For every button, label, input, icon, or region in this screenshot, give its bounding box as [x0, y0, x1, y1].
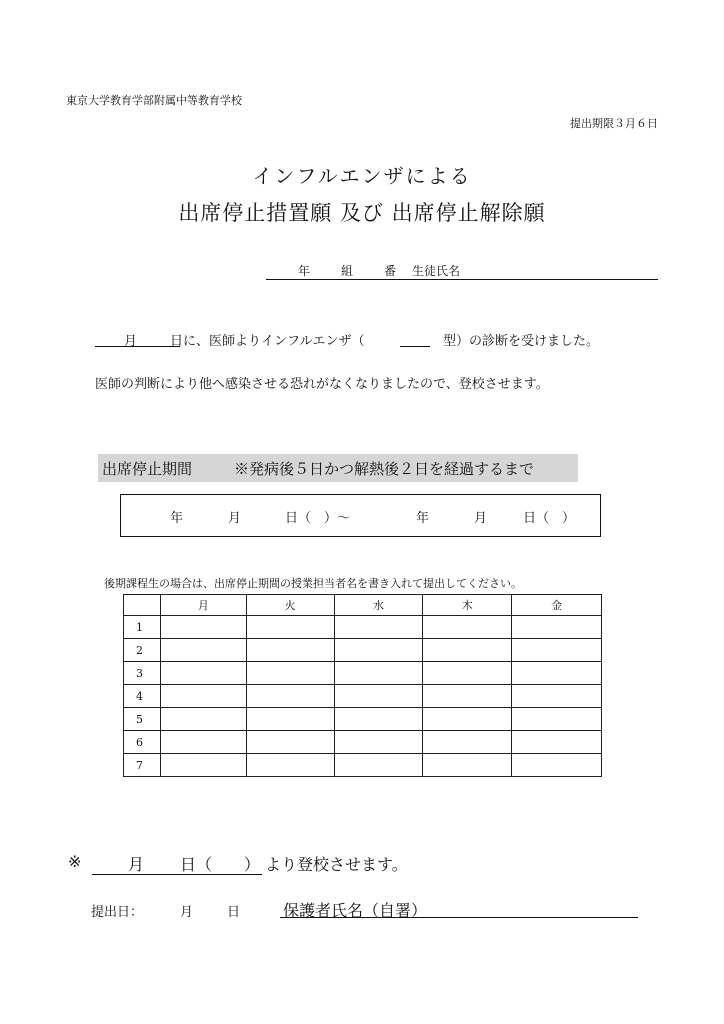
table-row: [124, 685, 602, 708]
teacher-cell[interactable]: [423, 639, 512, 662]
teacher-cell[interactable]: [512, 662, 602, 685]
teacher-cell[interactable]: [334, 708, 423, 731]
teacher-cell[interactable]: [423, 754, 512, 777]
teacher-cell[interactable]: [512, 639, 602, 662]
teacher-cell[interactable]: [246, 616, 334, 639]
schedule-table: [123, 594, 602, 777]
submission-date-label: 提出日：: [91, 905, 144, 920]
teacher-cell[interactable]: [334, 754, 423, 777]
day-header: 火: [246, 595, 334, 616]
teacher-cell[interactable]: [334, 662, 423, 685]
student-info-field[interactable]: [266, 279, 658, 280]
submission-deadline: 提出期限３月６日: [570, 117, 658, 130]
day-header: 木: [423, 595, 512, 616]
teacher-cell[interactable]: [512, 754, 602, 777]
guardian-signature-field[interactable]: [280, 917, 638, 918]
teacher-cell[interactable]: [334, 616, 423, 639]
teacher-cell[interactable]: [512, 731, 602, 754]
teacher-cell[interactable]: [160, 754, 246, 777]
teacher-cell[interactable]: [246, 754, 334, 777]
teacher-cell[interactable]: [160, 662, 246, 685]
period-end-year: 年: [416, 511, 430, 526]
student-name-label: 生徒氏名: [412, 264, 461, 278]
schedule-header-row: [124, 595, 602, 616]
table-row: [124, 708, 602, 731]
teacher-cell[interactable]: [512, 685, 602, 708]
teacher-cell[interactable]: [246, 639, 334, 662]
teacher-cell[interactable]: [246, 708, 334, 731]
teacher-cell[interactable]: [160, 731, 246, 754]
day-header: 月: [160, 595, 246, 616]
diagnosis-type-text: 型）の診断を受けました。: [443, 334, 600, 349]
period-end-month: 月: [474, 511, 488, 526]
period-number: 3: [124, 662, 161, 685]
teacher-cell[interactable]: [423, 708, 512, 731]
diagnosis-date-field[interactable]: [95, 346, 180, 347]
teacher-cell[interactable]: [246, 685, 334, 708]
teacher-cell[interactable]: [334, 685, 423, 708]
table-row: [124, 662, 602, 685]
school-name: 東京大学教育学部附属中等教育学校: [66, 94, 242, 107]
teacher-cell[interactable]: [423, 685, 512, 708]
teacher-cell[interactable]: [423, 662, 512, 685]
period-number: 1: [124, 616, 161, 639]
title-line-2: 出席停止措置願 及び 出席停止解除願: [178, 201, 546, 225]
teacher-cell[interactable]: [246, 731, 334, 754]
table-row: [124, 639, 602, 662]
title-line-1: インフルエンザによる: [252, 164, 472, 188]
return-day: 日（ ）: [180, 855, 261, 874]
teacher-cell[interactable]: [512, 616, 602, 639]
submission-day: 日: [227, 905, 241, 920]
teacher-cell[interactable]: [160, 685, 246, 708]
return-text: より登校させます。: [265, 855, 408, 874]
period-end-day: 日（ ）: [523, 511, 576, 526]
diagnosis-day-text: 日に、医師よりインフルエンザ（: [170, 334, 365, 349]
period-number: 7: [124, 754, 161, 777]
table-row: [124, 731, 602, 754]
teacher-cell[interactable]: [334, 731, 423, 754]
teacher-cell[interactable]: [423, 731, 512, 754]
teacher-cell[interactable]: [160, 616, 246, 639]
influenza-type-field[interactable]: [400, 346, 430, 347]
period-start-year: 年: [170, 511, 184, 526]
period-number: 4: [124, 685, 161, 708]
period-label: 出席停止期間: [102, 460, 193, 478]
student-class-label: 組: [341, 264, 354, 278]
submission-month: 月: [180, 905, 194, 920]
teacher-cell[interactable]: [334, 639, 423, 662]
teacher-cell[interactable]: [160, 639, 246, 662]
day-header: 金: [512, 595, 602, 616]
day-header: 水: [334, 595, 423, 616]
period-number: 6: [124, 731, 161, 754]
table-row: [124, 754, 602, 777]
diagnosis-month-label: 月: [124, 334, 138, 349]
period-number: 2: [124, 639, 161, 662]
student-year-label: 年: [298, 264, 311, 278]
table-row: [124, 616, 602, 639]
teacher-cell[interactable]: [423, 616, 512, 639]
schedule-corner-cell: [124, 595, 161, 616]
teacher-cell[interactable]: [512, 708, 602, 731]
schedule-note: 後期課程生の場合は、出席停止期間の授業担当者名を書き入れて提出してください。: [104, 577, 522, 590]
student-number-label: 番: [384, 264, 397, 278]
return-mark: ※: [68, 852, 82, 871]
statement-text: 医師の判断により他へ感染させる恐れがなくなりましたので、登校させます。: [95, 377, 549, 392]
teacher-cell[interactable]: [160, 708, 246, 731]
period-start-month: 月: [228, 511, 242, 526]
period-number: 5: [124, 708, 161, 731]
return-month: 月: [128, 855, 145, 874]
guardian-signature-label: 保護者氏名（自署）: [283, 901, 428, 920]
period-start-day: 日（ ）～: [285, 511, 351, 526]
teacher-cell[interactable]: [246, 662, 334, 685]
period-note: ※発病後５日かつ解熱後２日を経過するまで: [234, 460, 535, 478]
